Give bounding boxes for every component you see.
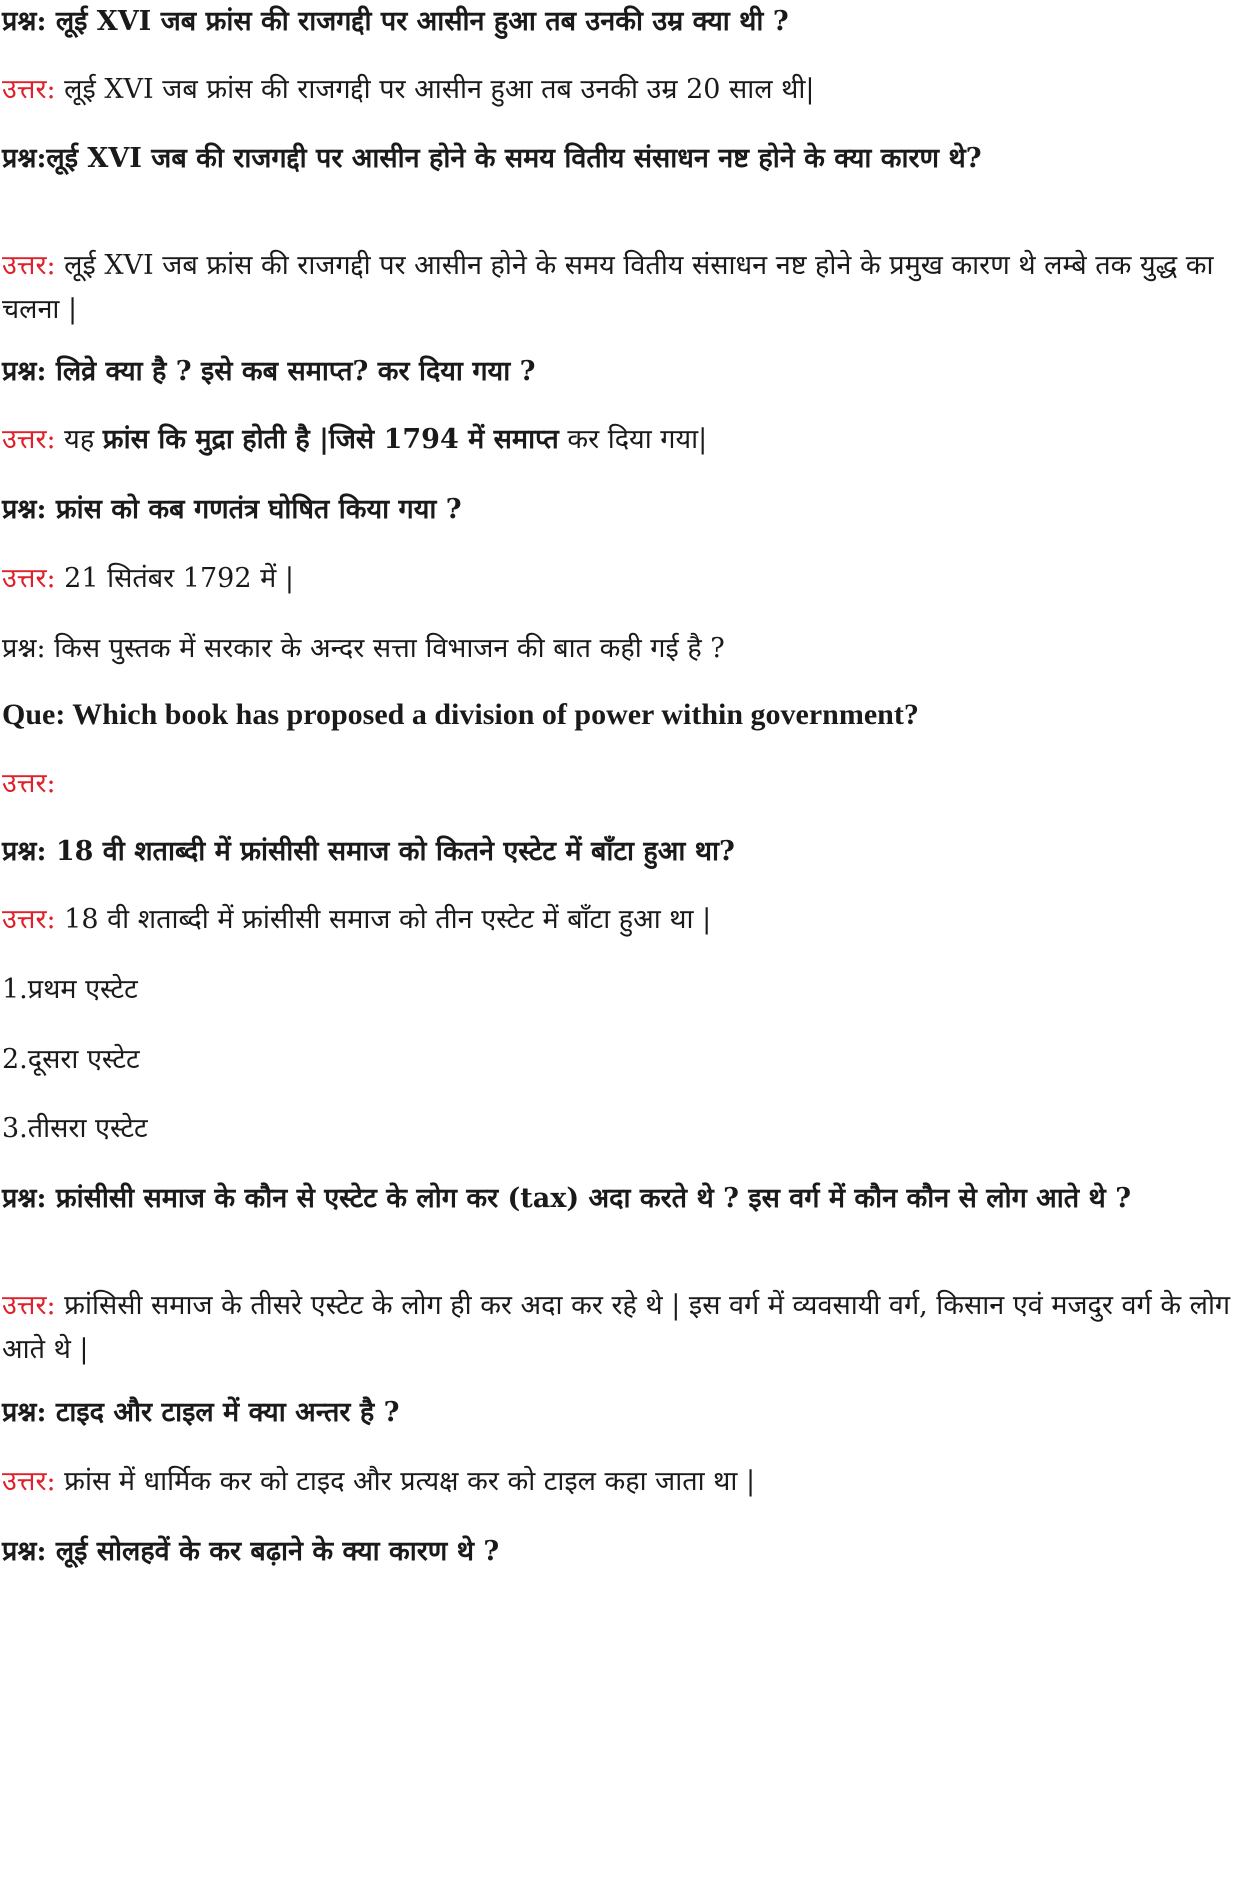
answer-text-post: कर दिया गया| — [558, 424, 708, 455]
question-label: प्रश्न: — [2, 494, 47, 525]
question-8 — [2, 1391, 1232, 1435]
question-3 — [2, 350, 1232, 394]
answer-3 — [2, 418, 1232, 462]
question-7 — [2, 1177, 1232, 1221]
question-text: लिव्रे क्या है ? इसे कब समाप्त? कर दिया गया ? — [46, 356, 536, 387]
answer-text-pre: यह — [55, 424, 103, 455]
answer-2 — [2, 244, 1232, 332]
answer-4 — [2, 557, 1232, 601]
question-text: लूई XVI जब की राजगद्दी पर आसीन होने के समय वितीय संसाधन नष्ट होने के क्या कारण थे? — [46, 143, 982, 174]
question-5-hindi — [2, 627, 1232, 671]
answer-1 — [2, 68, 1232, 112]
list-item — [2, 968, 1232, 1012]
answer-label: उत्तर: — [2, 74, 56, 105]
answer-label: उत्तर: — [2, 563, 56, 594]
answer-text: फ्रांसिसी समाज के तीसरे एस्टेट के लोग ही कर अदा कर रहे थे | इस वर्ग में व्यवसायी वर्ग, किसान एवं मजदुर वर्ग के लोग आते थे | — [2, 1290, 1231, 1365]
question-text: टाइद और टाइल में क्या अन्तर है ? — [46, 1397, 400, 1428]
answer-label: उत्तर: — [2, 768, 56, 799]
answer-label: उत्तर: — [2, 1466, 56, 1497]
question-text: फ्रांस को कब गणतंत्र घोषित किया गया ? — [46, 494, 462, 525]
question-1 — [2, 0, 1232, 44]
list-item — [2, 1038, 1232, 1082]
list-item-text: 1.प्रथम एस्टेट — [2, 974, 138, 1005]
question-label: प्रश्न: — [2, 1536, 47, 1567]
answer-6 — [2, 898, 1232, 942]
answer-label: उत्तर: — [2, 904, 56, 935]
question-6 — [2, 830, 1232, 874]
question-9 — [2, 1530, 1232, 1574]
question-text: 18 वी शताब्दी में फ्रांसीसी समाज को कितने एस्टेट में बाँटा हुआ था? — [46, 836, 735, 867]
question-text: लूई XVI जब फ्रांस की राजगद्दी पर आसीन हुआ तब उनकी उम्र क्या थी ? — [46, 6, 789, 37]
question-label: प्रश्न: — [2, 836, 47, 867]
question-label: प्रश्न: — [2, 143, 47, 174]
question-label: प्रश्न: — [2, 356, 47, 387]
answer-label: उत्तर: — [2, 250, 56, 281]
answer-label: उत्तर: — [2, 424, 56, 455]
question-text: प्रश्न: किस पुस्तक में सरकार के अन्दर सत्ता विभाजन की बात कही गई है ? — [2, 633, 725, 664]
question-2 — [2, 137, 1232, 181]
answer-text: लूई XVI जब फ्रांस की राजगद्दी पर आसीन होने के समय वितीय संसाधन नष्ट होने के प्रमुख कारण थे लम्बे तक युद्ध का चलना | — [2, 250, 1214, 325]
question-5-english — [2, 693, 1232, 737]
answer-5 — [2, 762, 1232, 806]
answer-text-bold: फ्रांस कि मुद्रा होती है |जिसे 1794 में समाप्त — [102, 424, 559, 455]
question-4 — [2, 488, 1232, 532]
list-item-text: 3.तीसरा एस्टेट — [2, 1113, 148, 1144]
answer-label: उत्तर: — [2, 1290, 56, 1321]
answer-text: 21 सितंबर 1792 में | — [55, 563, 294, 594]
question-label: प्रश्न: — [2, 6, 47, 37]
list-item — [2, 1107, 1232, 1151]
answer-text: 18 वी शताब्दी में फ्रांसीसी समाज को तीन एस्टेट में बाँटा हुआ था | — [55, 904, 712, 935]
question-label: प्रश्न: — [2, 1183, 47, 1214]
question-text: Que: Which book has proposed a division of power within government? — [2, 698, 919, 731]
question-text: लूई सोलहवें के कर बढ़ाने के क्या कारण थे ? — [46, 1536, 500, 1567]
question-label: प्रश्न: — [2, 1397, 47, 1428]
list-item-text: 2.दूसरा एस्टेट — [2, 1044, 140, 1075]
answer-text: फ्रांस में धार्मिक कर को टाइद और प्रत्यक्ष कर को टाइल कहा जाता था | — [55, 1466, 756, 1497]
answer-7 — [2, 1284, 1232, 1372]
answer-text: लूई XVI जब फ्रांस की राजगद्दी पर आसीन हुआ तब उनकी उम्र 20 साल थी| — [55, 74, 815, 105]
answer-8 — [2, 1460, 1232, 1504]
question-text: फ्रांसीसी समाज के कौन से एस्टेट के लोग कर (tax) अदा करते थे ? इस वर्ग में कौन कौन से लोग आते थे ? — [46, 1183, 1132, 1214]
